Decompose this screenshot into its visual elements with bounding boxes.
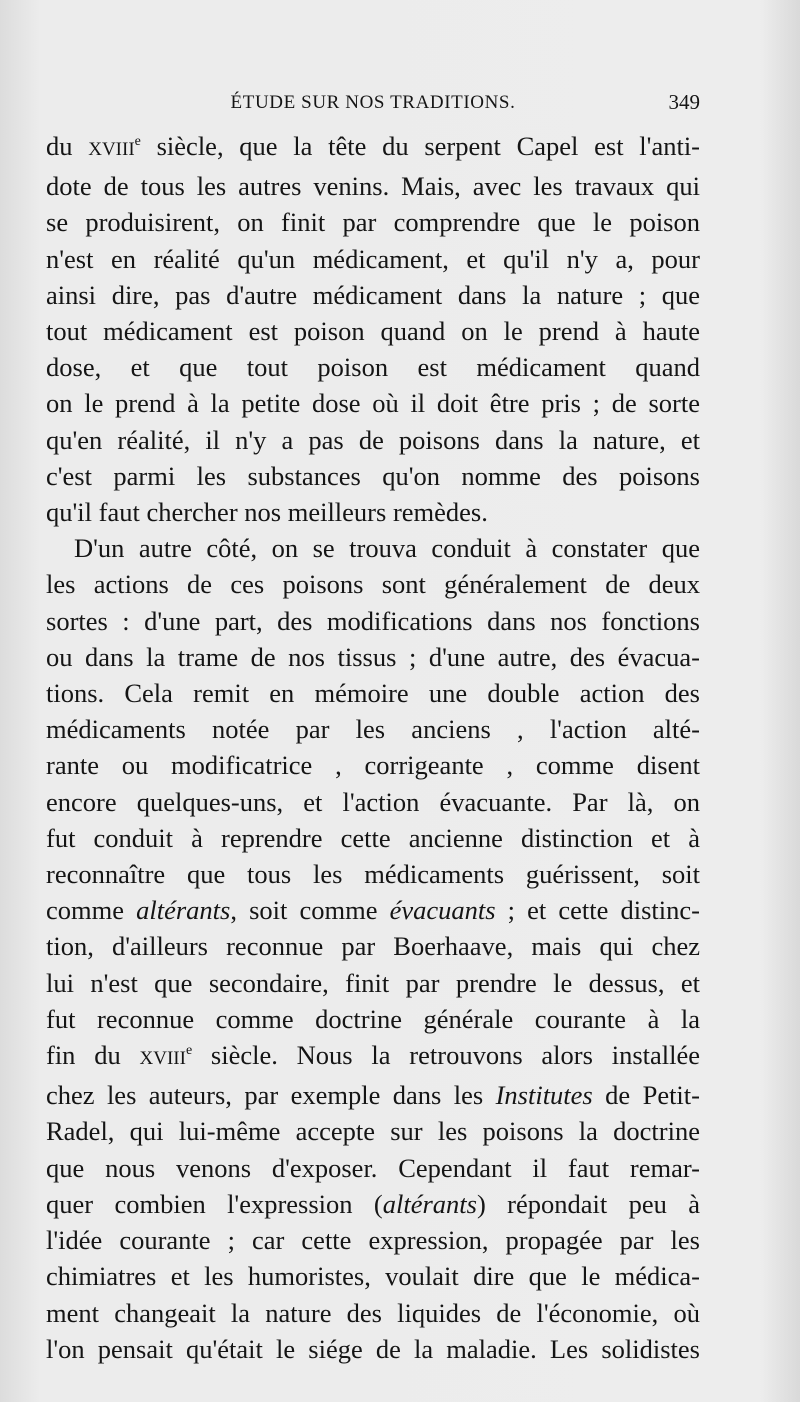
- text-line: les actions de ces poisons sont généralement de deux: [46, 569, 700, 600]
- text-line: sortes : d'une part, des modifications dans nos fonctions: [46, 605, 700, 636]
- text-line: chimiatres et les humoristes, voulait dire que le médica-: [46, 1261, 700, 1292]
- text-line: encore quelques-uns, et l'action évacuante. Par là, on: [46, 786, 700, 817]
- text-line: dose, et que tout poison est médicament quand: [46, 352, 700, 383]
- text-line: l'on pensait qu'était le siége de la maladie. Les solidistes: [46, 1333, 700, 1364]
- text-line: on le prend à la petite dose où il doit être pris ; de sorte: [46, 388, 700, 419]
- text-line: reconnaître que tous les médicaments guérissent, soit: [46, 859, 700, 890]
- text-line: que nous venons d'exposer. Cependant il faut remar-: [46, 1152, 700, 1183]
- text-line: du XVIIIe siècle, que la tête du serpent Capel est l'anti-: [46, 131, 700, 161]
- text-line: fut conduit à reprendre cette ancienne distinction et à: [46, 822, 700, 853]
- text-line: fin du XVIIIe siècle. Nous la retrouvons alors installée: [46, 1040, 701, 1071]
- page-number: 349: [668, 90, 700, 114]
- text-line: quer combien l'expression (altérants) répondait peu à: [46, 1188, 700, 1219]
- text-line: rante ou modificatrice , corrigeante , comme disent: [46, 750, 700, 781]
- text-line: lui n'est que secondaire, finit par prendre le dessus, et: [46, 967, 700, 998]
- text-line: dote de tous les autres venins. Mais, avec les travaux qui: [46, 171, 700, 202]
- text-line: tion, d'ailleurs reconnue par Boerhaave, mais qui chez: [46, 931, 700, 962]
- text-line: se produisirent, on finit par comprendre que le poison: [46, 207, 700, 238]
- text-line: c'est parmi les substances qu'on nomme des poisons: [46, 460, 700, 491]
- text-line: qu'en réalité, il n'y a pas de poisons dans la nature, et: [46, 424, 700, 455]
- text-line: médicaments notée par les anciens , l'action alté-: [46, 714, 700, 745]
- body-text: [46, 128, 700, 1367]
- text-line: tions. Cela remit en mémoire une double action des: [46, 678, 700, 709]
- text-line: ou dans la trame de nos tissus ; d'une autre, des évacua-: [46, 641, 700, 672]
- text-line: Radel, qui lui-même accepte sur les poisons la doctrine: [46, 1116, 700, 1147]
- text-line: tout médicament est poison quand on le prend à haute: [46, 316, 700, 347]
- text-line: ainsi dire, pas d'autre médicament dans la nature ; que: [46, 279, 700, 310]
- text-line: fut reconnue comme doctrine générale courante à la: [46, 1003, 700, 1034]
- text-line: n'est en réalité qu'un médicament, et qu'il n'y a, pour: [46, 243, 700, 274]
- paragraph-end-line: qu'il faut chercher nos meilleurs remèdes.: [46, 497, 488, 528]
- text-line: comme altérants, soit comme évacuants ; et cette distinc-: [46, 895, 700, 926]
- paragraph-start-line: D'un autre côté, on se trouva conduit à constater que: [74, 533, 700, 564]
- running-title: ÉTUDE SUR NOS TRADITIONS.: [230, 92, 516, 113]
- text-line: chez les auteurs, par exemple dans les Institutes de Petit-: [46, 1080, 700, 1111]
- text-line: ment changeait la nature des liquides de l'économie, où: [46, 1297, 700, 1328]
- page-header: [46, 90, 700, 120]
- text-line: l'idée courante ; car cette expression, propagée par les: [46, 1225, 700, 1256]
